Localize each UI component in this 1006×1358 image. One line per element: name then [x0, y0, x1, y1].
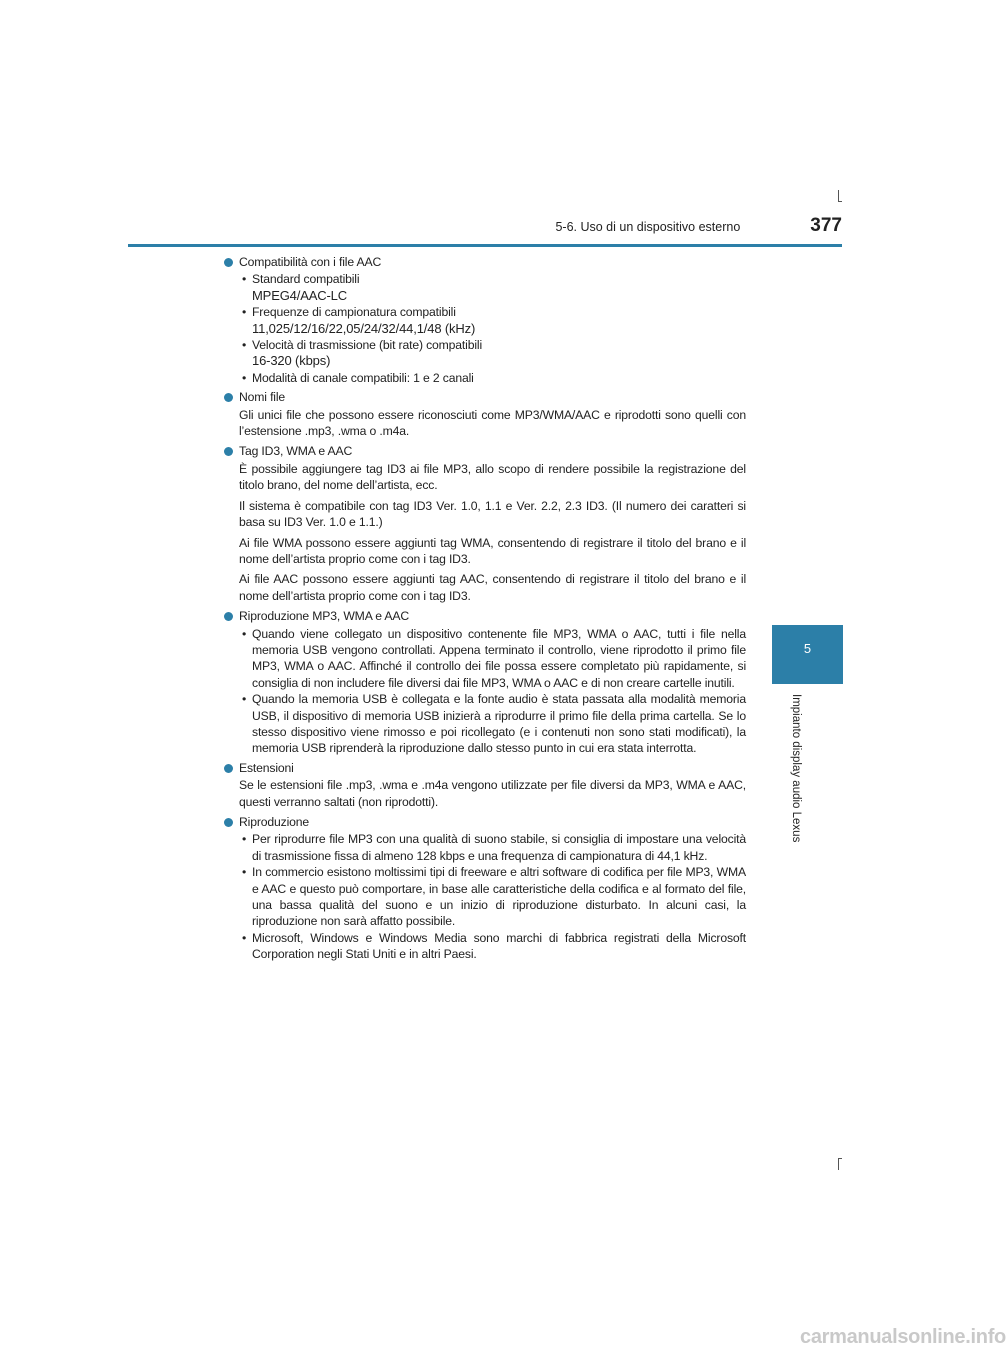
crop-mark-top-foot [838, 201, 842, 202]
content-item [224, 760, 746, 810]
sub-item-value: 16-320 (kbps) [252, 353, 331, 369]
chapter-title: Impianto display audio Lexus [790, 694, 802, 843]
sub-item-value: 11,025/12/16/22,05/24/32/44,1/48 (kHz) [252, 320, 476, 336]
sub-bullet-icon: • [242, 338, 247, 353]
item-paragraph: Ai file AAC possono essere aggiunti tag AAC, consentendo di registrare il titolo del brano e il nome dell’artista proprio come con i tag ID3. [239, 572, 746, 603]
header-rule [128, 244, 842, 247]
section-title: 5-6. Uso di un dispositivo esterno [555, 220, 741, 234]
crop-mark-bottom [838, 1158, 839, 1170]
sub-item [239, 831, 746, 864]
content-item [224, 443, 746, 604]
sub-bullet-icon: • [242, 272, 247, 287]
sub-item [239, 626, 746, 692]
content-item [224, 608, 746, 757]
watermark: carmanualsonline.info [800, 1326, 1006, 1348]
sub-item-text: Quando viene collegato un dispositivo contenente file MP3, WMA o AAC, tutti i file nella memoria USB vengono controllati. Appena terminato il controllo, viene riprodotto il primo file MP3, WMA o AAC. Affinché il controllo dei file possa essere completato più rapidamente, si consiglia di non includere file diversi dai file MP3, WMA o AAC e di non creare cartelle inutili. [252, 626, 746, 690]
sub-item-text: Velocità di trasmissione (bit rate) compatibili [252, 338, 483, 353]
bullet-icon [224, 612, 233, 621]
page-header [128, 215, 842, 237]
bullet-icon [224, 393, 233, 402]
sub-list [239, 626, 746, 757]
sub-list [239, 271, 746, 386]
sub-bullet-icon: • [242, 865, 247, 880]
sub-bullet-icon: • [242, 370, 247, 385]
sub-item [239, 864, 746, 930]
sub-bullet-icon: • [242, 305, 247, 320]
bullet-icon [224, 258, 233, 267]
sub-item [239, 271, 746, 304]
content-item [224, 389, 746, 439]
sub-item-text: Frequenze di campionatura compatibili [252, 305, 456, 320]
item-title: Riproduzione [239, 815, 310, 829]
item-paragraph: È possibile aggiungere tag ID3 ai file MP3, allo scopo di rendere possibile la registrazione del titolo brano, del nome dell’artista, ecc. [239, 461, 746, 493]
item-title: Riproduzione MP3, WMA e AAC [239, 609, 410, 624]
bullet-icon [224, 818, 233, 827]
sub-item-text: Modalità di canale compatibili: 1 e 2 canali [252, 370, 474, 385]
item-title: Compatibilità con i file AAC [239, 255, 382, 269]
item-paragraph: Il sistema è compatibile con tag ID3 Ver. 1.0, 1.1 e Ver. 2.2, 2.3 ID3. (Il numero dei caratteri si basa su ID3 Ver. 1.0 e 1.1.) [239, 498, 746, 530]
sub-item [239, 691, 746, 757]
sub-item-text: Quando la memoria USB è collegata e la fonte audio è stata passata alla modalità memoria USB, il dispositivo di memoria USB inizierà a riprodurre il primo file della prima cartella. Se lo stesso dispositivo viene rimosso e poi ricollegato (e i contenuti non sono stati modificati), la memoria USB riprenderà la riproduzione dallo stesso punto in cui era stata interrotta. [252, 692, 746, 756]
bullet-icon [224, 764, 233, 773]
sub-item-text: Microsoft, Windows e Windows Media sono marchi di fabbrica registrati della Microsoft Corporation negli Stati Uniti e in altri Paesi. [252, 930, 746, 962]
chapter-number: 5 [803, 641, 812, 656]
item-paragraph: Gli unici file che possono essere riconosciuti come MP3/WMA/AAC e riprodotti sono quelli con l’estensione .mp3, .wma o .m4a. [239, 407, 746, 439]
item-paragraph: Se le estensioni file .mp3, .wma e .m4a vengono utilizzate per file diversi da MP3, WMA e AAC, questi verranno saltati (non riprodotti). [239, 778, 746, 809]
sub-bullet-icon: • [242, 692, 247, 707]
page-number: 377 [810, 215, 842, 236]
sub-item [239, 930, 746, 963]
sub-item-text: Per riprodurre file MP3 con una qualità di suono stabile, si consiglia di impostare una velocità di trasmissione fissa di almeno 128 kbps e una frequenza di campionatura di 44,1 kHz. [252, 832, 746, 863]
sub-item-value: MPEG4/AAC-LC [252, 287, 348, 303]
sub-item-text: In commercio esistono moltissimi tipi di freeware e altri software di codifica per file MP3, WMA e AAC e questo può comportare, in base alle caratteristiche della codifica e al formato del file, una bassa qualità del suono e un inizio di riproduzione disturbato. In alcuni casi, la riproduzione non sarà affatto possibile. [252, 865, 746, 929]
item-title: Nomi file [239, 390, 286, 405]
content-item [224, 814, 746, 963]
sub-item-text: Standard compatibili [252, 272, 360, 287]
page-content [224, 254, 746, 966]
content-item [224, 254, 746, 386]
bullet-icon [224, 447, 233, 456]
sub-bullet-icon: • [242, 626, 247, 641]
sub-list [239, 831, 746, 962]
crop-mark-bottom-foot [838, 1158, 842, 1159]
chapter-tab[interactable] [772, 625, 843, 684]
item-paragraph: Ai file WMA possono essere aggiunti tag WMA, consentendo di registrare il titolo del brano e il nome dell’artista proprio come con i tag ID3. [239, 535, 746, 566]
sub-item [239, 304, 746, 337]
sub-item [239, 370, 746, 386]
sub-bullet-icon: • [242, 930, 247, 945]
sub-bullet-icon: • [242, 832, 247, 847]
sub-item [239, 337, 746, 370]
item-title: Tag ID3, WMA e AAC [239, 444, 353, 459]
item-title: Estensioni [239, 760, 294, 775]
